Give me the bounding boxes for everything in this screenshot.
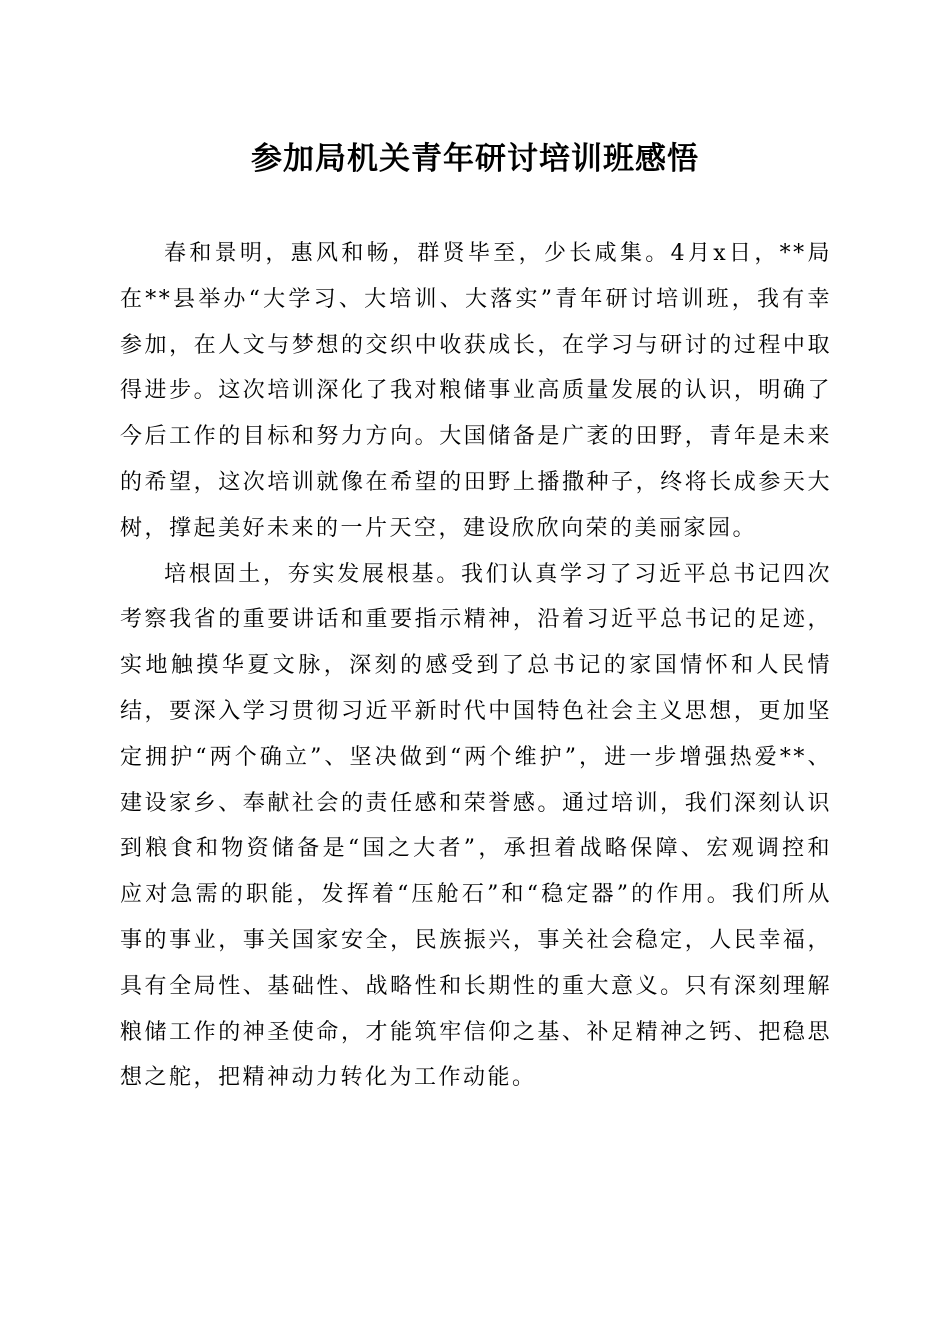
paragraph-intro: 春和景明，惠风和畅，群贤毕至，少长咸集。4月x日，**局在**县举办“大学习、大培训、大落实”青年研讨培训班，我有幸参加，在人文与梦想的交织中收获成长，在学习与研讨的过程中取得进步。这次培训深化了我对粮储事业高质量发展的认识，明确了今后工作的目标和努力方向。大国储备是广袤的田野，青年是未来的希望，这次培训就像在希望的田野上播撒种子，终将长成参天大树，撑起美好未来的一片天空，建设欣欣向荣的美丽家园。 [120, 241, 832, 541]
document-title: 参加局机关青年研讨培训班感悟 [251, 141, 699, 177]
paragraph-foundation: 培根固土，夯实发展根基。我们认真学习了习近平总书记四次考察我省的重要讲话和重要指示精神，沿着习近平总书记的足迹，实地触摸华夏文脉，深刻的感受到了总书记的家国情怀和人民情结，要深入学习贯彻习近平新时代中国特色社会主义思想，更加坚定拥护“两个确立”、坚决做到“两个维护”，进一步增强热爱**、建设家乡、奉献社会的责任感和荣誉感。通过培训，我们深刻认识到粮食和物资储备是“国之大者”，承担着战略保障、宏观调控和应对急需的职能，发挥着“压舱石”和“稳定器”的作用。我们所从事的事业，事关国家安全，民族振兴，事关社会稳定，人民幸福，具有全局性、基础性、战略性和长期性的重大意义。只有深刻理解粮储工作的神圣使命，才能筑牢信仰之基、补足精神之钙、把稳思想之舵，把精神动力转化为工作动能。 [120, 561, 832, 1091]
document-body [120, 231, 832, 1101]
